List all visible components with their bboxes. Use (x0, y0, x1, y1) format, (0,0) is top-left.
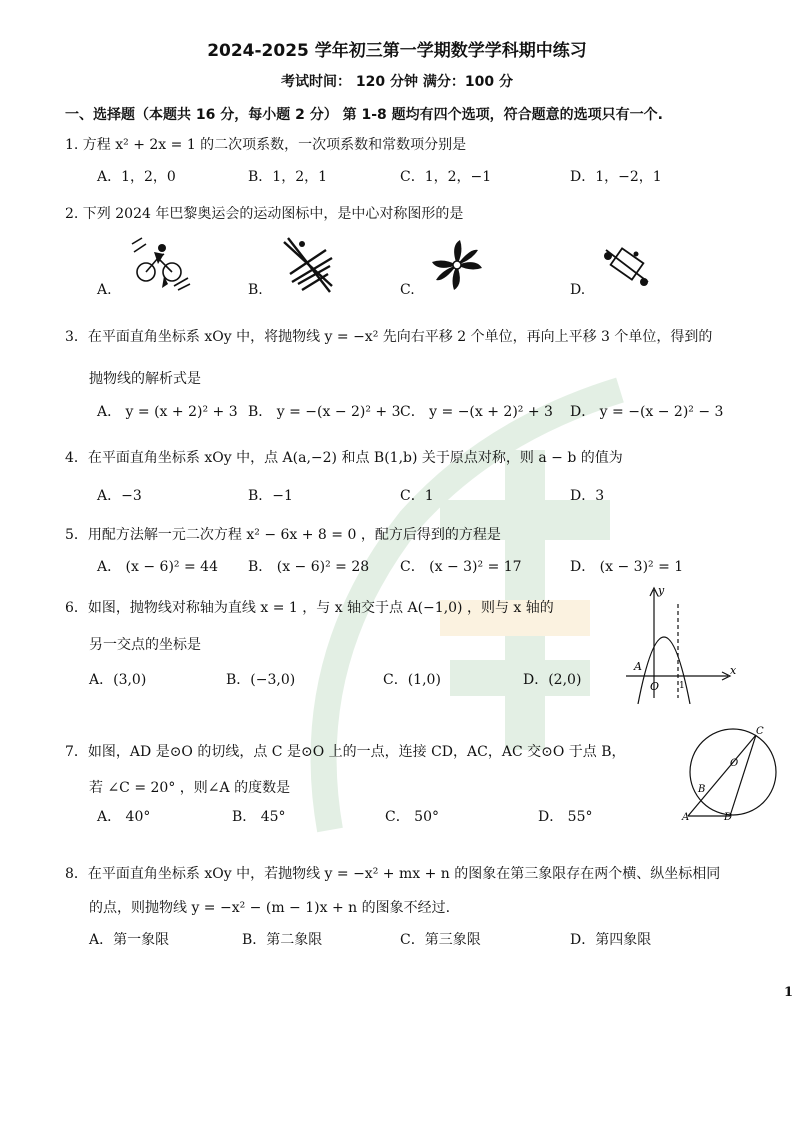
q8-option-b: B．第二象限 (242, 932, 323, 948)
point-a-label: A (634, 660, 642, 673)
question-3-stem-line2: 抛物线的解析式是 (89, 371, 201, 387)
q5-option-b: B． (x − 6)² = 28 (248, 559, 370, 575)
q2-option-a: A. (97, 282, 112, 298)
y-axis-label: y (658, 584, 665, 597)
section-heading: 一、选择题（本题共 16 分，每小题 2 分） 第 1-8 题均有四个选项，符合题意的选项只有一个. (65, 107, 663, 123)
point-b-label: B (698, 784, 706, 795)
q4-option-b: B．−1 (248, 488, 293, 504)
circle-figure (678, 722, 782, 822)
q8-option-c: C．第三象限 (400, 932, 481, 948)
q3-option-a: A． y = (x + 2)² + 3 (97, 404, 238, 420)
parabola-figure (618, 580, 744, 704)
question-1-stem: 1. 方程 x² + 2x = 1 的二次项系数，一次项系数和常数项分别是 (65, 137, 467, 153)
tick-one-label: 1 (679, 681, 685, 691)
q7-option-a: A． 40° (97, 809, 151, 825)
q6-option-d: D．(2,0) (523, 672, 582, 688)
page-number: 1 (784, 985, 794, 1000)
q6-option-b: B．(−3,0) (226, 672, 296, 688)
skateboard-icon (600, 244, 654, 290)
question-8-stem-line1: 8．在平面直角坐标系 xOy 中，若抛物线 y = −x² + mx + n 的图象在第三象限存在两个横、纵坐标相同 (65, 866, 721, 882)
center-o-label: O (730, 758, 739, 769)
question-5-stem: 5．用配方法解一元二次方程 x² − 6x + 8 = 0 ，配方后得到的方程是 (65, 527, 501, 543)
origin-label: O (650, 680, 660, 693)
point-c-label: C (756, 726, 764, 737)
question-2-stem: 2. 下列 2024 年巴黎奥运会的运动图标中，是中心对称图形的是 (65, 206, 464, 222)
question-4-stem: 4．在平面直角坐标系 xOy 中，点 A(a,−2) 和点 B(1,b) 关于原点对称，则 a − b 的值为 (65, 450, 623, 466)
q2-option-b: B. (248, 282, 263, 298)
question-3-stem-line1: 3．在平面直角坐标系 xOy 中，将抛物线 y = −x² 先向右平移 2 个单位，再向上平移 3 个单位，得到的 (65, 329, 713, 345)
q5-option-c: C． (x − 3)² = 17 (400, 559, 522, 575)
q1-option-b: B．1，2，1 (248, 169, 328, 185)
q4-option-c: C．1 (400, 488, 434, 504)
q3-option-b: B． y = −(x − 2)² + 3 (248, 404, 401, 420)
q7-option-c: C． 50° (385, 809, 439, 825)
question-7-stem-line1: 7．如图，AD 是⊙O 的切线，点 C 是⊙O 上的一点，连接 CD，AC，AC 交⊙O 于点 B， (65, 744, 626, 760)
question-6-stem-line2: 另一交点的坐标是 (89, 637, 201, 653)
q8-option-d: D．第四象限 (570, 932, 652, 948)
q2-option-d: D. (570, 282, 586, 298)
exam-info: 考试时间： 120 分钟 满分：100 分 (281, 74, 513, 90)
question-7-stem-line2: 若 ∠C = 20° ，则∠A 的度数是 (89, 780, 291, 796)
q3-option-c: C． y = −(x + 2)² + 3 (400, 404, 553, 420)
q4-option-d: D．3 (570, 488, 605, 504)
q1-option-d: D．1，−2，1 (570, 169, 662, 185)
q6-option-a: A．(3,0) (89, 672, 147, 688)
rowing-icon (280, 234, 336, 294)
q5-option-a: A． (x − 6)² = 44 (97, 559, 218, 575)
q6-option-c: C．(1,0) (383, 672, 441, 688)
question-6-stem-line1: 6．如图，抛物线对称轴为直线 x = 1 ，与 x 轴交于点 A(−1,0) ，则与 x 轴的 (65, 600, 554, 616)
q4-option-a: A．−3 (97, 488, 142, 504)
q7-option-b: B． 45° (232, 809, 286, 825)
q5-option-d: D． (x − 3)² = 1 (570, 559, 684, 575)
q7-option-d: D． 55° (538, 809, 593, 825)
cycling-icon (128, 236, 194, 292)
q1-option-c: C．1，2，−1 (400, 169, 492, 185)
question-8-stem-line2: 的点，则抛物线 y = −x² − (m − 1)x + n 的图象不经过. (89, 900, 451, 916)
q1-option-a: A．1，2，0 (97, 169, 176, 185)
q3-option-d: D． y = −(x − 2)² − 3 (570, 404, 724, 420)
point-a-label: A (682, 812, 690, 822)
q2-option-c: C. (400, 282, 415, 298)
point-d-label: D (724, 812, 733, 822)
q8-option-a: A．第一象限 (89, 932, 170, 948)
x-axis-label: x (730, 664, 737, 677)
document-title: 2024-2025 学年初三第一学期数学学科期中练习 (207, 41, 587, 61)
pinwheel-icon (430, 238, 484, 292)
